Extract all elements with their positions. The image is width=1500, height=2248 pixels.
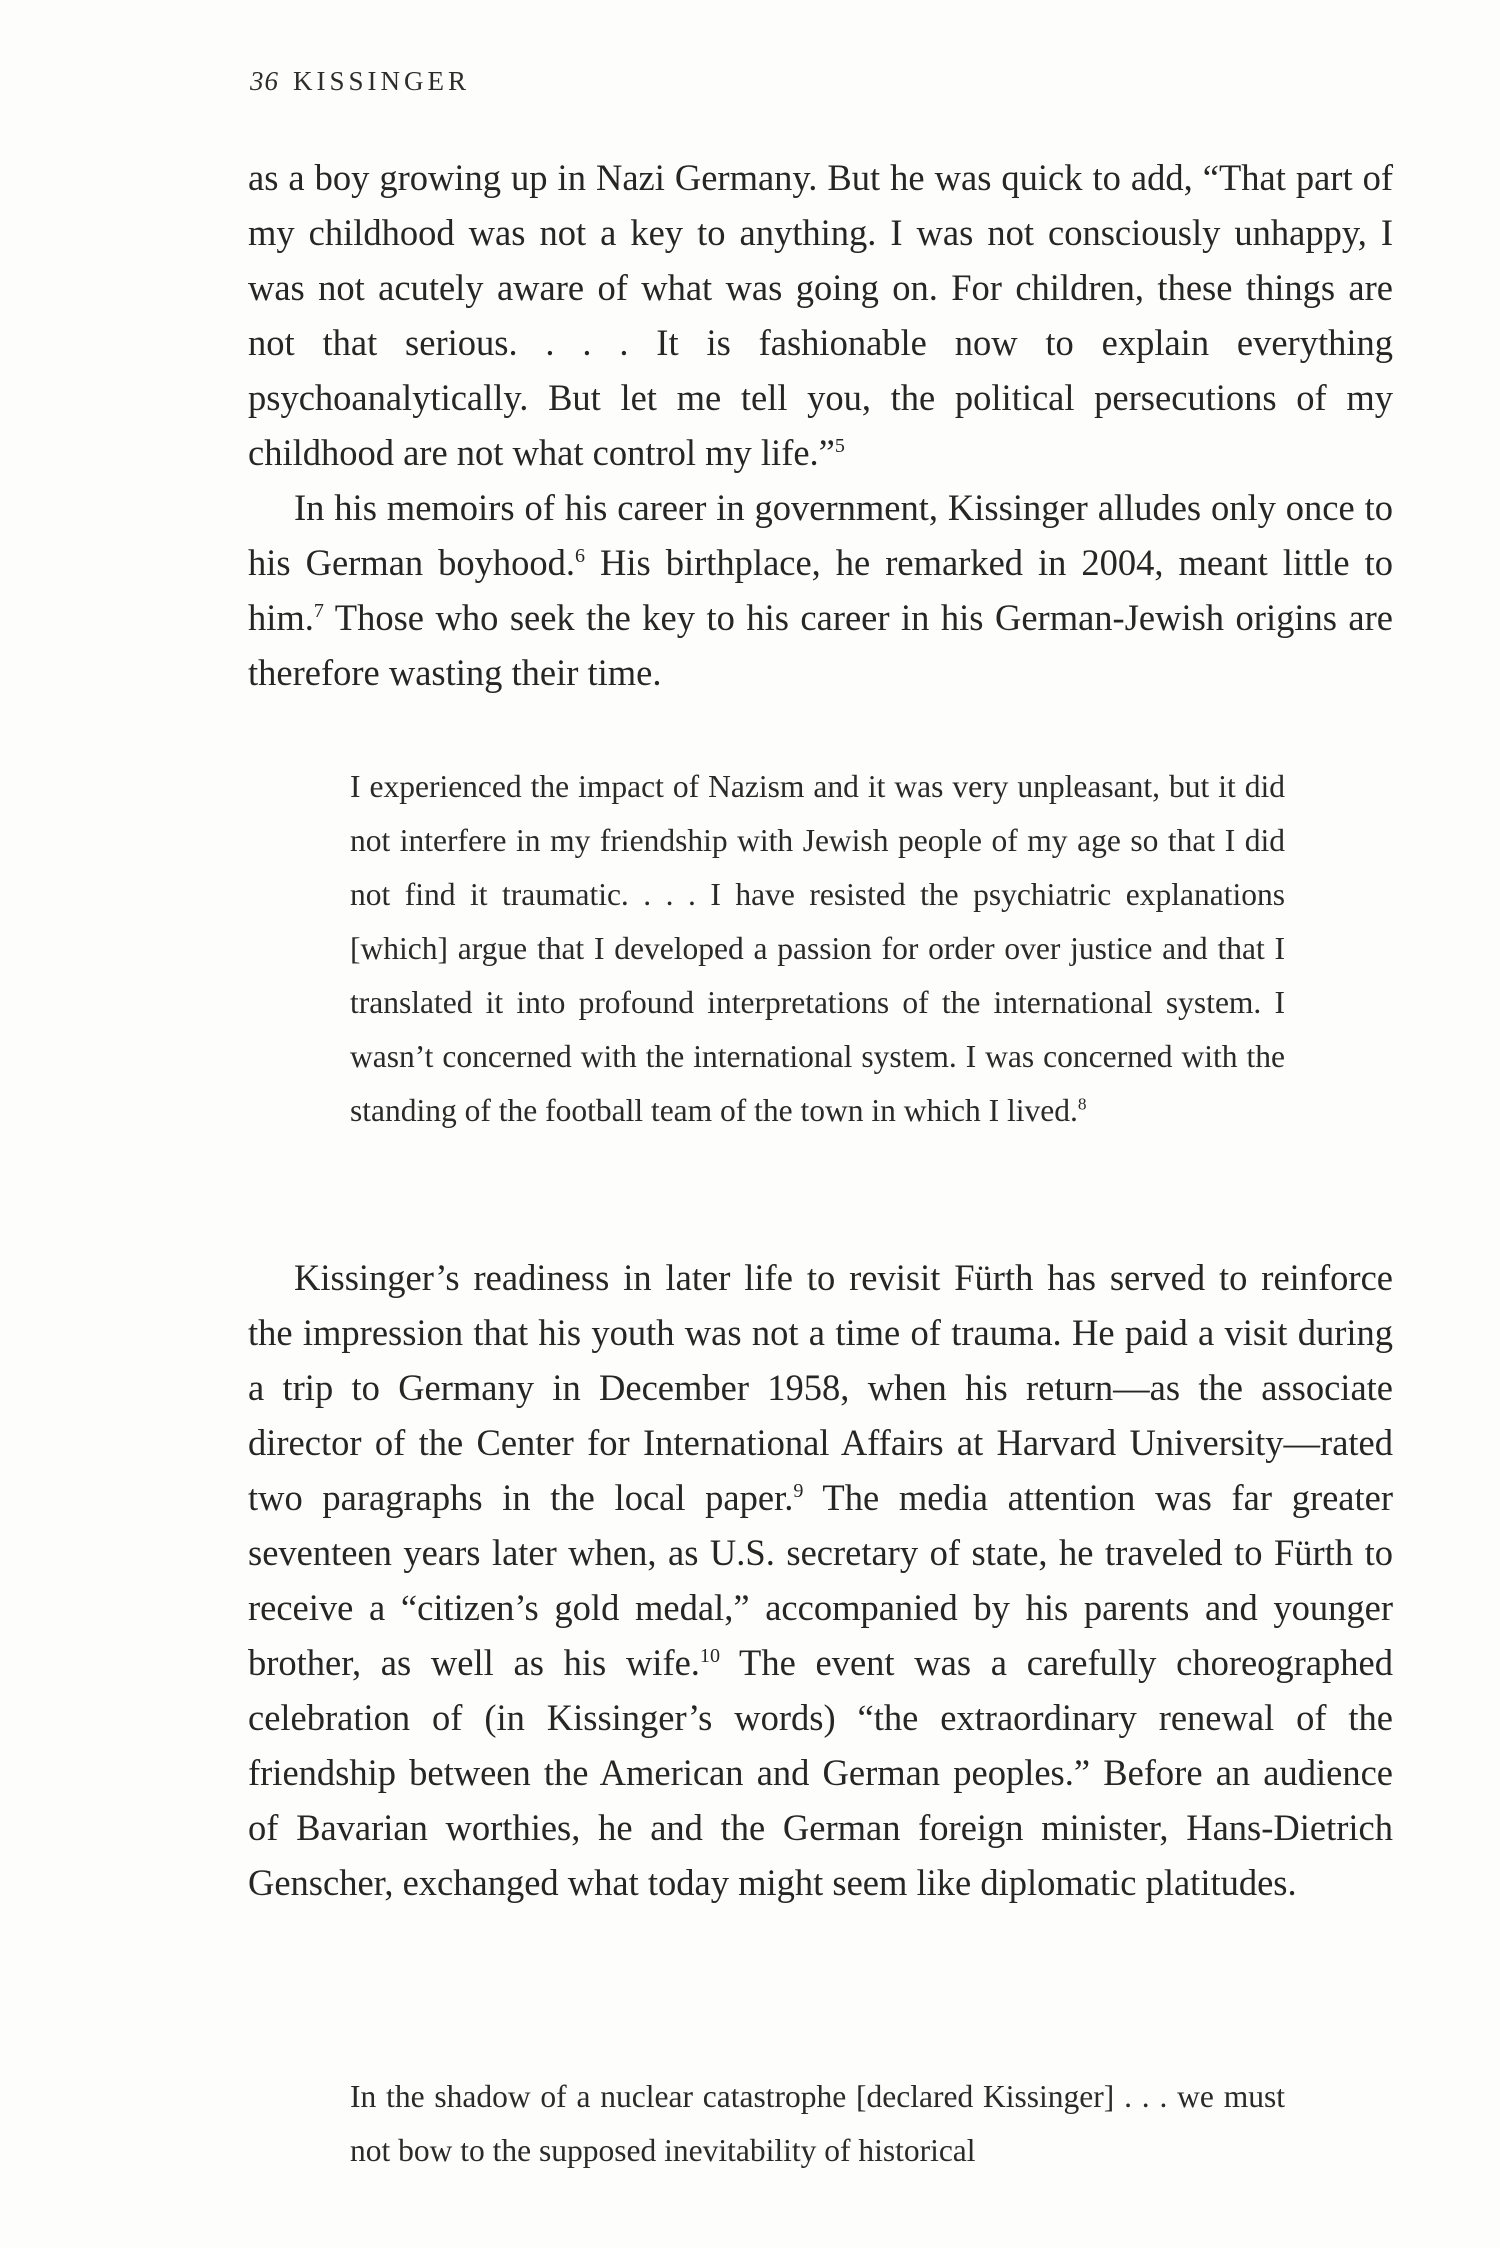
footnote-ref-7[interactable]: 7 [313, 599, 324, 622]
paragraph-3-part-1: Kissinger’s readiness in later life to revisit Fürth has served to reinforce the impression that his youth was not a time of trauma. He paid a visit during a trip to Germany in December 1958, when his return—as the associate director of the Center for International Affairs at Harvard University—rated two paragraphs in the local paper. [248, 1257, 1393, 1518]
footnote-ref-5[interactable]: 5 [834, 434, 845, 457]
block-quote-1-text: I experienced the impact of Nazism and it was very unpleasant, but it did not interfere in my friendship with Jewish people of my age so that I did not find it traumatic. . . . I have resisted the psychiatric explanations [which] argue that I developed a passion for order over justice and that I translated it into profound interpretations of the international system. I wasn’t concerned with the international system. I was concerned with the standing of the football team of the town in which I lived. [350, 769, 1285, 1128]
block-quote-2-text: In the shadow of a nuclear catastrophe [declared Kissinger] . . . we must not bow to the supposed inevitability of historical [350, 2079, 1285, 2168]
paragraph-3 [248, 1250, 1393, 1910]
paragraph-3-part-3: The event was a carefully choreographed celebration of (in Kissinger’s words) “the extraordinary renewal of the friendship between the American and German peoples.” Before an audience of Bavarian worthies, he and the German foreign minister, Hans-Dietrich Genscher, exchanged what today might seem like diplomatic platitudes. [248, 1642, 1393, 1903]
paragraph-3-part-2: The media attention was far greater seventeen years later when, as U.S. secretary of state, he traveled to Fürth to receive a “citizen’s gold medal,” accompanied by his parents and younger brother, as well as his wife. [248, 1477, 1393, 1683]
page-number: 36 [250, 66, 279, 96]
block-quote-1 [350, 760, 1285, 1138]
block-quote-2 [350, 2070, 1285, 2178]
paragraph-1-text: as a boy growing up in Nazi Germany. But he was quick to add, “That part of my childhood was not a key to anything. I was not consciously unhappy, I was not acutely aware of what was going on. For children, these things are not that serious. . . . It is fashionable now to explain everything psychoanalytically. But let me tell you, the political persecutions of my childhood are not what control my life.” [248, 157, 1393, 473]
paragraph-1 [248, 150, 1393, 480]
running-title: KISSINGER [293, 66, 471, 96]
running-head [250, 66, 470, 97]
paragraph-2-part-1: In his memoirs of his career in government, Kissinger alludes only once to his German boyhood. [248, 487, 1393, 583]
paragraph-2 [248, 480, 1393, 700]
paragraph-2-part-2: His birthplace, he remarked in 2004, meant little to him. [248, 542, 1393, 638]
footnote-ref-6[interactable]: 6 [575, 544, 586, 567]
paragraph-2-part-3: Those who seek the key to his career in his German-Jewish origins are therefore wasting their time. [248, 597, 1393, 693]
footnote-ref-9[interactable]: 9 [793, 1479, 804, 1502]
footnote-ref-10[interactable]: 10 [699, 1644, 720, 1667]
footnote-ref-8[interactable]: 8 [1077, 1094, 1087, 1114]
